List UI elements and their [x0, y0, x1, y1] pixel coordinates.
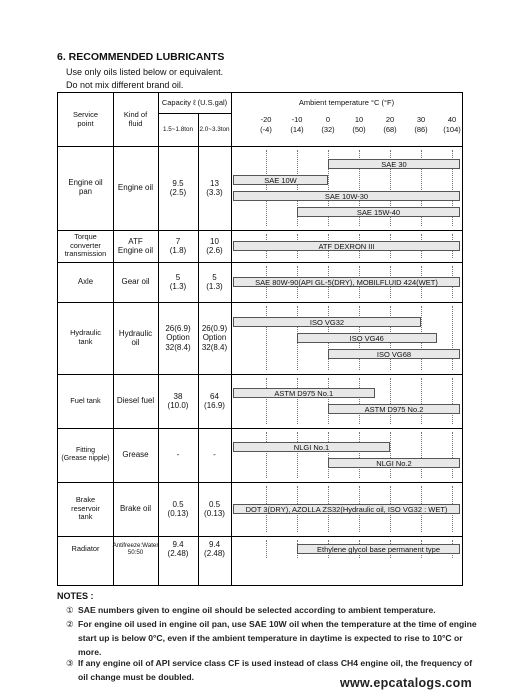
- fluid-kind: Diesel fuel: [116, 396, 155, 406]
- capacity-value-a: 9.4 (2.48): [167, 539, 189, 558]
- capacity-value-b: 26(0.9) Option 32(8.4): [201, 324, 228, 352]
- capacity-value-b: 64 (16.9): [204, 391, 225, 410]
- note-text: If any engine oil of API service class CF is used instead of class CH4 engine oil, the frequency of oil change must be doubled.: [78, 658, 473, 682]
- temperature-range-bar: NLGI No.2: [328, 458, 460, 468]
- fluid-kind: Engine oil: [117, 183, 154, 193]
- temperature-tick-label: 30 (86): [414, 115, 428, 134]
- capacity-value-a: 0.5 (0.13): [167, 499, 189, 518]
- capacity-value-b: 10 (2.6): [206, 236, 223, 255]
- temperature-range-bar: NLGI No.1: [233, 442, 390, 452]
- lubricant-table: [57, 92, 463, 586]
- capacity-value-a: 9.5 (2.5): [169, 178, 187, 197]
- header-capacity-a: 1.5~1.8ton: [163, 125, 193, 133]
- capacity-value-a: 38 (10.0): [167, 391, 189, 410]
- temperature-gridline: [421, 432, 422, 478]
- temperature-gridline: [390, 432, 391, 478]
- capacity-value-b: 9.4 (2.48): [204, 539, 225, 558]
- note-item: [66, 617, 483, 659]
- header-capacity: Capacity ℓ (U.S.gal): [161, 97, 228, 107]
- capacity-value-b: -: [213, 450, 216, 460]
- temperature-gridline: [266, 306, 267, 370]
- temperature-range-bar: DOT 3(DRY), AZOLLA ZS32(Hydraulic oil, ISO VG32 : WET): [233, 504, 460, 514]
- intro-line-1: Use only oils listed below or equivalent.: [66, 67, 224, 77]
- capacity-value-a: -: [176, 450, 180, 460]
- note-number: ③: [66, 658, 74, 668]
- temperature-gridline: [266, 378, 267, 424]
- temperature-gridline: [297, 378, 298, 424]
- temperature-tick-label: 40 (104): [443, 115, 461, 134]
- temperature-range-bar: SAE 80W-90(API GL-5(DRY), MOBILFLUID 424(WET): [233, 277, 460, 287]
- temperature-range-bar: ASTM D975 No.1: [233, 388, 375, 398]
- header-service-point: Service point: [72, 109, 98, 128]
- temperature-gridline: [297, 432, 298, 478]
- notes-heading: NOTES :: [57, 591, 94, 601]
- service-point: Brake reservoir tank: [71, 495, 100, 522]
- temperature-gridline: [266, 540, 267, 558]
- capacity-value-a: 7 (1.8): [169, 236, 187, 255]
- temperature-gridline: [328, 432, 329, 478]
- temperature-gridline: [390, 378, 391, 424]
- capacity-value-a: 26(6.9) Option 32(8.4): [165, 324, 191, 352]
- temperature-range-bar: ISO VG46: [297, 333, 437, 343]
- temperature-tick-label: 20 (68): [383, 115, 397, 134]
- service-point: Hydraulic tank: [70, 328, 101, 346]
- capacity-value-b: 5 (1.3): [206, 272, 223, 291]
- capacity-sub-divider: [158, 113, 231, 114]
- temperature-gridline: [266, 432, 267, 478]
- fluid-kind: Antifreeze:Water 50:50: [112, 541, 159, 556]
- fluid-kind: ATF Engine oil: [117, 236, 154, 255]
- note-item: [66, 603, 483, 617]
- temperature-gridline: [266, 150, 267, 226]
- temperature-gridline: [452, 306, 453, 370]
- temperature-range-bar: SAE 15W-40: [297, 207, 460, 217]
- fluid-kind: Grease: [122, 450, 149, 460]
- temperature-gridline: [359, 378, 360, 424]
- temperature-gridline: [328, 378, 329, 424]
- temperature-range-bar: ISO VG32: [233, 317, 421, 327]
- temperature-gridline: [452, 378, 453, 424]
- note-number: ②: [66, 619, 74, 629]
- section-title: 6. RECOMMENDED LUBRICANTS: [57, 51, 225, 63]
- temperature-tick-label: 0 (32): [321, 115, 335, 134]
- header-capacity-b: 2.0~3.3ton: [199, 125, 230, 133]
- service-point: Radiator: [71, 543, 100, 553]
- temperature-range-bar: SAE 30: [328, 159, 460, 169]
- service-point: Torque converter transmission: [64, 232, 107, 259]
- header-kind-of-fluid: Kind of fluid: [123, 109, 148, 128]
- temperature-range-bar: ISO VG68: [328, 349, 460, 359]
- temperature-tick-label: 10 (50): [352, 115, 366, 134]
- temperature-gridline: [452, 432, 453, 478]
- temperature-tick-label: -10 (14): [290, 115, 304, 134]
- temperature-range-bar: SAE 10W: [233, 175, 328, 185]
- intro-line-2: Do not mix different brand oil.: [66, 80, 184, 90]
- temperature-range-bar: SAE 10W-30: [233, 191, 460, 201]
- capacity-value-a: 5 (1.3): [169, 272, 187, 291]
- header-ambient-temperature: Ambient temperature °C (°F): [298, 97, 395, 107]
- service-point: Fitting (Grease nipple): [61, 446, 110, 462]
- temperature-gridline: [359, 432, 360, 478]
- temperature-gridline: [421, 378, 422, 424]
- temperature-range-bar: Ethylene glycol base permanent type: [297, 544, 460, 554]
- note-number: ①: [66, 605, 74, 615]
- service-point: Fuel tank: [70, 395, 101, 405]
- fluid-kind: Brake oil: [119, 504, 152, 514]
- temperature-range-bar: ATF DEXRON III: [233, 241, 460, 251]
- fluid-kind: Gear oil: [121, 277, 150, 287]
- capacity-value-b: 0.5 (0.13): [204, 499, 225, 518]
- watermark: www.epcatalogs.com: [339, 676, 472, 690]
- note-text: For engine oil used in engine oil pan, use SAE 10W oil when the temperature at the time of engine start up is below 0°C, even if the ambient temperature in daytime is expected to rise to 10°C or more.: [78, 619, 477, 657]
- temperature-range-bar: ASTM D975 No.2: [328, 404, 460, 414]
- temperature-tick-label: -20 (-4): [260, 115, 272, 134]
- capacity-value-b: 13 (3.3): [206, 178, 223, 197]
- service-point: Axle: [77, 276, 94, 286]
- service-point: Engine oil pan: [68, 178, 103, 196]
- note-text: SAE numbers given to engine oil should be selected according to ambient temperature.: [78, 605, 436, 615]
- fluid-kind: Hydraulic oil: [118, 328, 153, 347]
